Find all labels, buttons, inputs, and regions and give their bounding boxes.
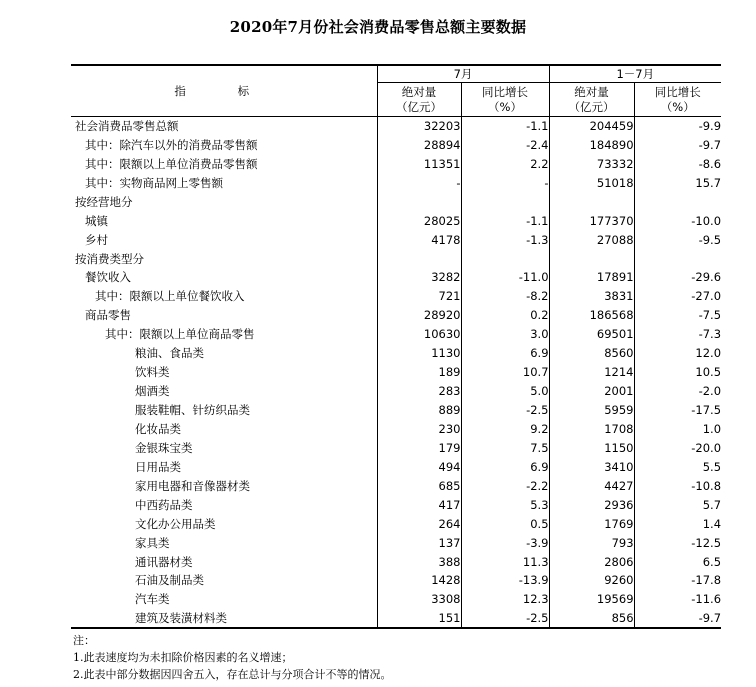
table-row — [71, 571, 721, 590]
cum-yoy-value: -17.8 — [634, 571, 721, 590]
cum-yoy-value: -10.0 — [634, 211, 721, 230]
table-row — [71, 173, 721, 192]
cum-abs-value: 1214 — [549, 363, 634, 382]
cum-abs-value: 73332 — [549, 154, 634, 173]
july-yoy-value: 12.3 — [461, 590, 549, 609]
cum-abs-value: 856 — [549, 609, 634, 628]
footnotes — [73, 632, 392, 683]
table-row — [71, 363, 721, 382]
table-row — [71, 154, 721, 173]
july-abs-value: 11351 — [377, 154, 461, 173]
july-yoy-value: - — [461, 173, 549, 192]
july-abs-value: 28894 — [377, 135, 461, 154]
row-label: 烟酒类 — [135, 384, 170, 399]
july-abs-value: 1130 — [377, 344, 461, 363]
row-label: 按经营地分 — [75, 194, 133, 209]
abs-unit: （亿元） — [396, 99, 442, 114]
table-row — [71, 420, 721, 439]
row-label: 乡村 — [85, 232, 108, 247]
july-abs-value: 283 — [377, 382, 461, 401]
cum-yoy-value: -10.8 — [634, 476, 721, 495]
row-label: 其中：限额以上单位消费品零售额 — [85, 156, 258, 171]
july-yoy-value: -1.1 — [461, 117, 549, 136]
table-row — [71, 117, 721, 136]
july-yoy-value: -2.2 — [461, 476, 549, 495]
cum-yoy-value: 10.5 — [634, 363, 721, 382]
row-label: 服装鞋帽、针纺织品类 — [135, 403, 250, 418]
july-yoy-value: -8.2 — [461, 287, 549, 306]
july-yoy-value: -1.3 — [461, 230, 549, 249]
july-abs-value: 151 — [377, 609, 461, 628]
july-yoy-value: 10.7 — [461, 363, 549, 382]
cum-abs-value: 793 — [549, 533, 634, 552]
row-label: 其中：除汽车以外的消费品零售额 — [85, 137, 258, 152]
table-row — [71, 230, 721, 249]
july-yoy-header — [461, 83, 549, 117]
july-abs-value: 10630 — [377, 325, 461, 344]
table-row — [71, 438, 721, 457]
july-abs-value: 388 — [377, 552, 461, 571]
row-label: 汽车类 — [135, 592, 170, 607]
cum-abs-value: 2936 — [549, 495, 634, 514]
row-label: 社会消费品零售总额 — [75, 119, 179, 134]
table-row — [71, 325, 721, 344]
july-yoy-value: -2.4 — [461, 135, 549, 154]
table-row — [71, 533, 721, 552]
cum-abs-value: 51018 — [549, 173, 634, 192]
cum-yoy-value: 12.0 — [634, 344, 721, 363]
cum-abs-value: 3831 — [549, 287, 634, 306]
cum-yoy-value: 5.5 — [634, 457, 721, 476]
table-row — [71, 609, 721, 628]
table-row — [71, 249, 721, 268]
period-july-header: 7月 — [377, 65, 549, 83]
cum-yoy-value: -7.5 — [634, 306, 721, 325]
july-abs-value: 230 — [377, 420, 461, 439]
abs-label: 绝对量 — [574, 84, 609, 99]
cum-yoy-value: -29.6 — [634, 268, 721, 287]
table-row — [71, 514, 721, 533]
july-yoy-value: 6.9 — [461, 457, 549, 476]
yoy-unit: （%） — [488, 99, 522, 114]
july-abs-value: 3308 — [377, 590, 461, 609]
cum-yoy-value: 1.0 — [634, 420, 721, 439]
july-yoy-value — [461, 192, 549, 211]
yoy-label: 同比增长 — [654, 84, 701, 99]
july-abs-value: 264 — [377, 514, 461, 533]
cum-yoy-value: -2.0 — [634, 382, 721, 401]
july-yoy-value: 0.5 — [461, 514, 549, 533]
table-row — [71, 401, 721, 420]
row-label: 日用品类 — [135, 459, 181, 474]
indicator-header: 指 标 — [71, 65, 377, 117]
row-label: 粮油、食品类 — [135, 346, 204, 361]
table-row — [71, 552, 721, 571]
july-yoy-value: 7.5 — [461, 438, 549, 457]
july-abs-value: 721 — [377, 287, 461, 306]
row-label: 家用电器和音像器材类 — [135, 478, 250, 493]
cum-yoy-value: 5.7 — [634, 495, 721, 514]
row-label: 文化办公用品类 — [135, 516, 216, 531]
july-abs-value: 417 — [377, 495, 461, 514]
cum-abs-value: 8560 — [549, 344, 634, 363]
july-abs-value: 3282 — [377, 268, 461, 287]
cum-yoy-value: -9.7 — [634, 135, 721, 154]
table-row — [71, 192, 721, 211]
row-label: 城镇 — [85, 213, 108, 228]
cum-yoy-value: -27.0 — [634, 287, 721, 306]
july-yoy-value: 2.2 — [461, 154, 549, 173]
july-yoy-value: 0.2 — [461, 306, 549, 325]
july-yoy-value: 5.0 — [461, 382, 549, 401]
july-yoy-value: -3.9 — [461, 533, 549, 552]
cum-abs-value: 17891 — [549, 268, 634, 287]
row-label: 其中：限额以上单位餐饮收入 — [95, 289, 245, 304]
table-row — [71, 495, 721, 514]
yoy-unit: （%） — [660, 99, 695, 114]
cum-abs-value: 19569 — [549, 590, 634, 609]
row-label: 餐饮收入 — [85, 270, 131, 285]
table-row — [71, 457, 721, 476]
cum-yoy-value: -9.5 — [634, 230, 721, 249]
table-row — [71, 306, 721, 325]
footnote-2: 2.此表中部分数据因四舍五入，存在总计与分项合计不等的情况。 — [73, 668, 392, 681]
table-row — [71, 590, 721, 609]
cum-abs-value — [549, 192, 634, 211]
july-yoy-value — [461, 249, 549, 268]
table-row — [71, 476, 721, 495]
cum-abs-value: 184890 — [549, 135, 634, 154]
row-label: 中西药品类 — [135, 497, 193, 512]
cum-yoy-value — [634, 192, 721, 211]
july-abs-value: 28920 — [377, 306, 461, 325]
july-abs-value: - — [377, 173, 461, 192]
footnote-heading: 注： — [73, 634, 95, 647]
table-body — [71, 117, 721, 628]
cum-yoy-value: 1.4 — [634, 514, 721, 533]
july-yoy-value: 5.3 — [461, 495, 549, 514]
cum-abs-value: 3410 — [549, 457, 634, 476]
cum-yoy-value: -12.5 — [634, 533, 721, 552]
july-abs-value: 889 — [377, 401, 461, 420]
july-abs-value — [377, 249, 461, 268]
cum-abs-value: 1769 — [549, 514, 634, 533]
july-abs-value — [377, 192, 461, 211]
row-label: 通讯器材类 — [135, 554, 193, 569]
july-abs-value: 137 — [377, 533, 461, 552]
july-yoy-value: -13.9 — [461, 571, 549, 590]
row-label: 商品零售 — [85, 308, 131, 323]
cum-abs-value: 177370 — [549, 211, 634, 230]
cum-yoy-value: 15.7 — [634, 173, 721, 192]
cum-abs-value: 69501 — [549, 325, 634, 344]
july-yoy-value: -2.5 — [461, 609, 549, 628]
table-row — [71, 135, 721, 154]
cum-abs-value: 204459 — [549, 117, 634, 136]
cum-abs-value: 4427 — [549, 476, 634, 495]
july-abs-value: 4178 — [377, 230, 461, 249]
cum-yoy-value: -20.0 — [634, 438, 721, 457]
july-abs-header — [377, 83, 461, 117]
july-yoy-value: 6.9 — [461, 344, 549, 363]
row-label: 石油及制品类 — [135, 573, 204, 588]
abs-label: 绝对量 — [401, 84, 437, 99]
page-title: 2020年7月份社会消费品零售总额主要数据 — [229, 18, 527, 36]
footnote-1: 1.此表速度均为未扣除价格因素的名义增速； — [73, 651, 293, 664]
table-row — [71, 382, 721, 401]
july-yoy-value: 9.2 — [461, 420, 549, 439]
table-row — [71, 287, 721, 306]
cum-abs-value: 2001 — [549, 382, 634, 401]
row-label: 饮料类 — [135, 365, 170, 380]
july-yoy-value: -11.0 — [461, 268, 549, 287]
row-label: 建筑及装潢材料类 — [71, 609, 377, 628]
cum-yoy-value — [634, 249, 721, 268]
july-abs-value: 179 — [377, 438, 461, 457]
table-row — [71, 344, 721, 363]
cum-yoy-header — [634, 83, 721, 117]
cum-yoy-value: -9.7 — [634, 609, 721, 628]
row-label: 化妆品类 — [135, 421, 181, 436]
cum-abs-value: 1150 — [549, 438, 634, 457]
july-abs-value: 189 — [377, 363, 461, 382]
cum-abs-value — [549, 249, 634, 268]
cum-abs-value: 2806 — [549, 552, 634, 571]
cum-yoy-value: -9.9 — [634, 117, 721, 136]
cum-abs-value: 27088 — [549, 230, 634, 249]
july-abs-value: 685 — [377, 476, 461, 495]
cum-abs-header — [549, 83, 634, 117]
july-abs-value: 32203 — [377, 117, 461, 136]
retail-sales-table — [71, 64, 721, 629]
cum-yoy-value: -11.6 — [634, 590, 721, 609]
period-jan-jul-header: 1－7月 — [549, 65, 721, 83]
cum-yoy-value: -8.6 — [634, 154, 721, 173]
july-yoy-value: -1.1 — [461, 211, 549, 230]
row-label: 其中：实物商品网上零售额 — [85, 175, 223, 190]
table-row — [71, 268, 721, 287]
july-abs-value: 28025 — [377, 211, 461, 230]
july-yoy-value: 11.3 — [461, 552, 549, 571]
cum-abs-value: 1708 — [549, 420, 634, 439]
abs-unit: （亿元） — [568, 99, 615, 114]
row-label: 金银珠宝类 — [135, 440, 193, 455]
cum-abs-value: 186568 — [549, 306, 634, 325]
cum-yoy-value: 6.5 — [634, 552, 721, 571]
july-yoy-value: 3.0 — [461, 325, 549, 344]
row-label: 家具类 — [135, 535, 170, 550]
july-abs-value: 1428 — [377, 571, 461, 590]
july-yoy-value: -2.5 — [461, 401, 549, 420]
cum-yoy-value: -17.5 — [634, 401, 721, 420]
cum-yoy-value: -7.3 — [634, 325, 721, 344]
cum-abs-value: 9260 — [549, 571, 634, 590]
july-abs-value: 494 — [377, 457, 461, 476]
table-row — [71, 211, 721, 230]
row-label: 按消费类型分 — [75, 251, 144, 266]
row-label: 其中：限额以上单位商品零售 — [105, 327, 255, 342]
yoy-label: 同比增长 — [482, 84, 528, 99]
cum-abs-value: 5959 — [549, 401, 634, 420]
